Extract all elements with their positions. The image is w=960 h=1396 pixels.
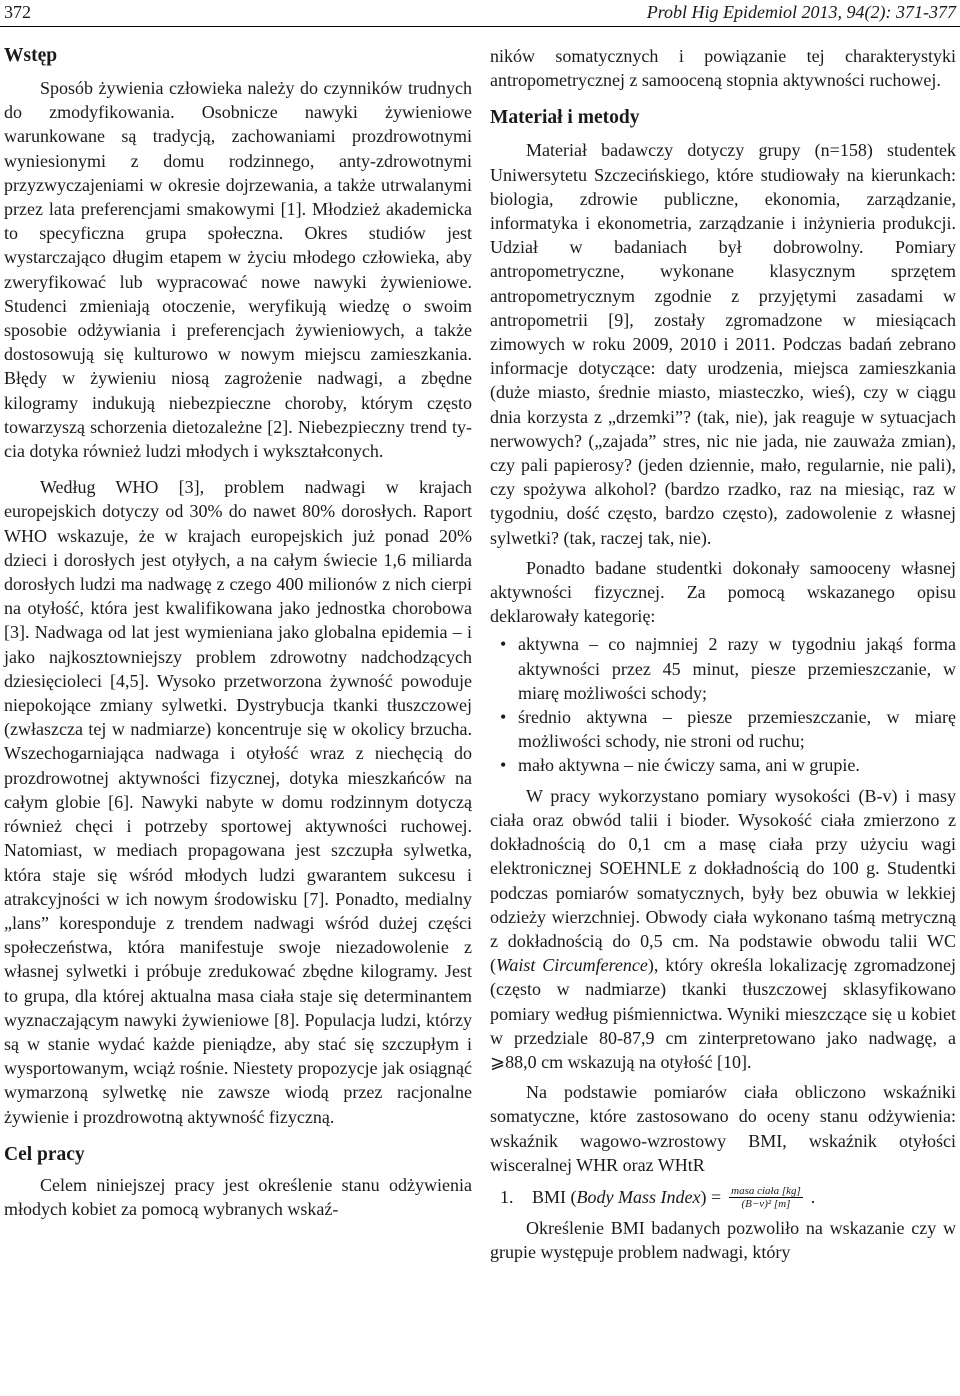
formula-fraction [729, 1185, 803, 1210]
right-column [490, 44, 956, 1264]
paragraph-intro-1: Sposób żywienia człowieka należy do czynników trudnych do zmodyfikowania. Osobnicze nawyki żywieniowe warunkowane są tradycją, zachowaniami prozdrowotnymi wyniesionymi z domu rodzinnego, anty-zdrowotnymi przyzwyczajeniami w okresie dojrzewania, a także utrwalanymi przez lata preferencjami smakowymi [1]. Młodzież akademicka to specyficzna grupa społeczna. Okres studiów jest wystarczająco długim etapem w życiu młodego człowieka, aby zweryfikować lub wypracować nowe nawyki żywieniowe. Studenci zmieniają otoczenie, weryfikują wiedzę o swoim sposobie odżywiania i preferencjach żywieniowych, a także dostosowują się kulturowo w nowym miejscu zamieszkania. Błędy w żywieniu niosą zagrożenie nadwagi, a zbędne kilogramy indukują niebezpieczne choroby, którym często towarzyszą schorzenia dietozależne [2]. Niebezpieczny trend tycia dotyka również ludzi młodych i wykształconych. [4, 78, 472, 462]
activity-category-list [490, 632, 956, 777]
section-heading-aim: Cel pracy [4, 1143, 85, 1165]
formula-lhs: BMI (Body Mass Index) = [532, 1187, 722, 1208]
list-item: • średnio aktywna – piesze przemieszczanie, w miarę możliwości schody, nie stroni od ruchu; [518, 705, 956, 753]
paragraph-methods-4: Na podstawie pomiarów ciała obliczono wskaźniki somatyczne, które zastosowano do oceny stanu odżywienia: wskaźnik wagowo-wzrostowy BMI, wskaźnik otyłości wisceralnej WHR oraz WHtR [490, 1082, 956, 1175]
section-heading-methods: Materiał i metody [490, 107, 640, 129]
paragraph-text: ), który określa lokalizację zgromadzonej (często w nadmiarze) tkanki tłuszczowej sklasyfikowano pomiary według piśmiennictwa. Wyniki mieszczące się u kobiet w przedziale 80-87,9 cm zinterpretowano jako nadwagę, a ⩾88,0 cm wskazują na otyłość [10]. [490, 955, 956, 1072]
paragraph-text: W pracy wykorzystano pomiary wysokości (B-v) i masy ciała oraz obwód talii i bioder. Wysokość ciała zmierzono z dokładnością do 0,1 cm a masę ciała przy użyciu wagi elektronicznej SOEHNLE z dokładnością do 100 g. Studentki podczas pomiarów somatycznych, były bez obuwia w lekkiej odzieży wierzchniej. Obwody ciała wykonano taśmą metryczną z dokładnością do 0,5 cm. Na podstawie obwodu talii WC ( [490, 785, 956, 976]
formula-denominator: (B−v)² [m] [741, 1197, 791, 1210]
left-column [4, 44, 472, 1221]
paragraph-methods-3 [490, 784, 956, 1074]
paragraph-methods-2: Ponadto badane studentki dokonały samooceny własnej aktywności fizycznej. Za pomocą wskazanego opisu deklarowały kategorię: [490, 557, 956, 627]
journal-reference: Probl Hig Epidemiol 2013, 94(2): 371-377 [646, 2, 956, 22]
paragraph-intro-2: Według WHO [3], problem nadwagi w krajach europejskich dotyczy od 30% do nawet 80% dorosłych. Raport WHO wskazuje, że w krajach europejskich już ponad 20% dzieci i dorosłych jest otyłych, a na całym świecie 1,6 miliarda dorosłych ludzi ma nadwagę z czego 400 milionów z nich cierpi na otyłość, która jest kwalifikowana jako jednostka chorobowa [3]. Nadwaga od lat jest wymieniana jako globalna epidemia – i jako najkosztowniejszy problem zdrowotny nadchodzących dziesięcioleci [4,5]. Wysoko przetworzona żywność powoduje niepokojące zmiany sylwetki. Dystrybucja tkanki tłuszczowej (zwłaszcza tej w nadmiarze) koncentruje się w okolicy brzucha. Wszechogarniająca nadwaga i otyłość wraz z niechęcią do prozdrowotnej aktywności fizycznej, dotyka mieszkańców na całym globie [6]. Nawyki nabyte w domu rodzinnym dotyczą również chęci i potrzeby sportowej aktywności ruchowej. Natomiast, w mediach propagowana jest szczupła sylwetka, która staje się wśród młodych ludzi gwarantem sukcesu i atrakcyjności w ich nowym środowisku [7]. Ponadto, medialny „lans” koresponduje z trendem nadwagi wśród dużej części społeczeństwa, która manifestuje swoje niezadowolenie z własnej sylwetki i próbuje zredukować zbędne kilogramy. Jest to grupa, dla której aktualna masa ciała staje się determinantem wyznaczającym nawyki żywieniowe [8]. Populacja ludzi, którzy są w stanie wydać każde pieniądze, aby stać się szczupłym i wysportowanym, wciąż rośnie. Niestety propozycje jak osiągnąć wymarzoną sylwetkę nie zawsze wiodą przez racjonalne żywienie i prozdrowotną aktywność fizyczną. [4, 477, 472, 1127]
bmi-formula [490, 1185, 956, 1210]
formula-end: . [810, 1187, 816, 1208]
formula-numerator: masa ciała [kg] [731, 1184, 801, 1197]
list-item: • mało aktywna – nie ćwiczy sama, ani w grupie. [518, 753, 956, 777]
paragraph-continuation: ników somatycznych i powiązanie tej charakterystyki antropometrycznej z samooceną stopnia aktywności ruchowej. [490, 46, 956, 91]
italic-term: Waist Circumference [496, 955, 648, 976]
page-header [0, 0, 960, 27]
paragraph-methods-5: Określenie BMI badanych pozwoliło na wskazanie czy w grupie występuje problem nadwagi, który [490, 1217, 956, 1263]
paragraph-methods-1: Materiał badawczy dotyczy grupy (n=158) studentek Uniwersytetu Szczecińskiego, które studiowały na kierunkach: biologia, zdrowie publiczne, ekonomia, zarządzanie, informatyka i ekonometria, zarządzanie i inżynieria produkcji. Udział w badaniach był dobrowolny. Pomiary antropometryczne, wykonane klasycznym sprzętem antropometrycznym zgodnie z przyjętymi zasadami w antropometrii [9], zostały zgromadzone w miesiącach zimowych w roku 2009, 2010 i 2011. Podczas badań zebrano informacje dotyczące: daty urodzenia, miejsca zamieszkania (duże miasto, średnie miasto, miasteczko, wieś), czy w ciągu dnia korzysta z „drzemki”? (tak, nie), jak reaguje w sytuacjach nerwowych? („zajada” stres, nic nie jada, nie zauważa zmian), czy pali papierosy? (jeden dziennie, mało, regularnie, nie pali), czy spożywa alkohol? (bardzo rzadko, raz na miesiąc, raz w tygodniu, dość często, bardzo często), zadowolenie z własnej sylwetki? (tak, raczej tak, nie). [490, 140, 956, 548]
list-item: • aktywna – co najmniej 2 razy w tygodniu jakąś forma aktywności przez 45 minut, piesze przemieszczanie, w miarę możliwości schody; [518, 632, 956, 705]
page-number: 372 [4, 2, 31, 22]
formula-number: 1. [500, 1187, 514, 1208]
paragraph-aim: Celem niniejszej pracy jest określenie stanu odżywienia młodych kobiet za pomocą wybranych wskaź- [4, 1174, 472, 1219]
section-heading-introduction: Wstęp [4, 45, 58, 66]
